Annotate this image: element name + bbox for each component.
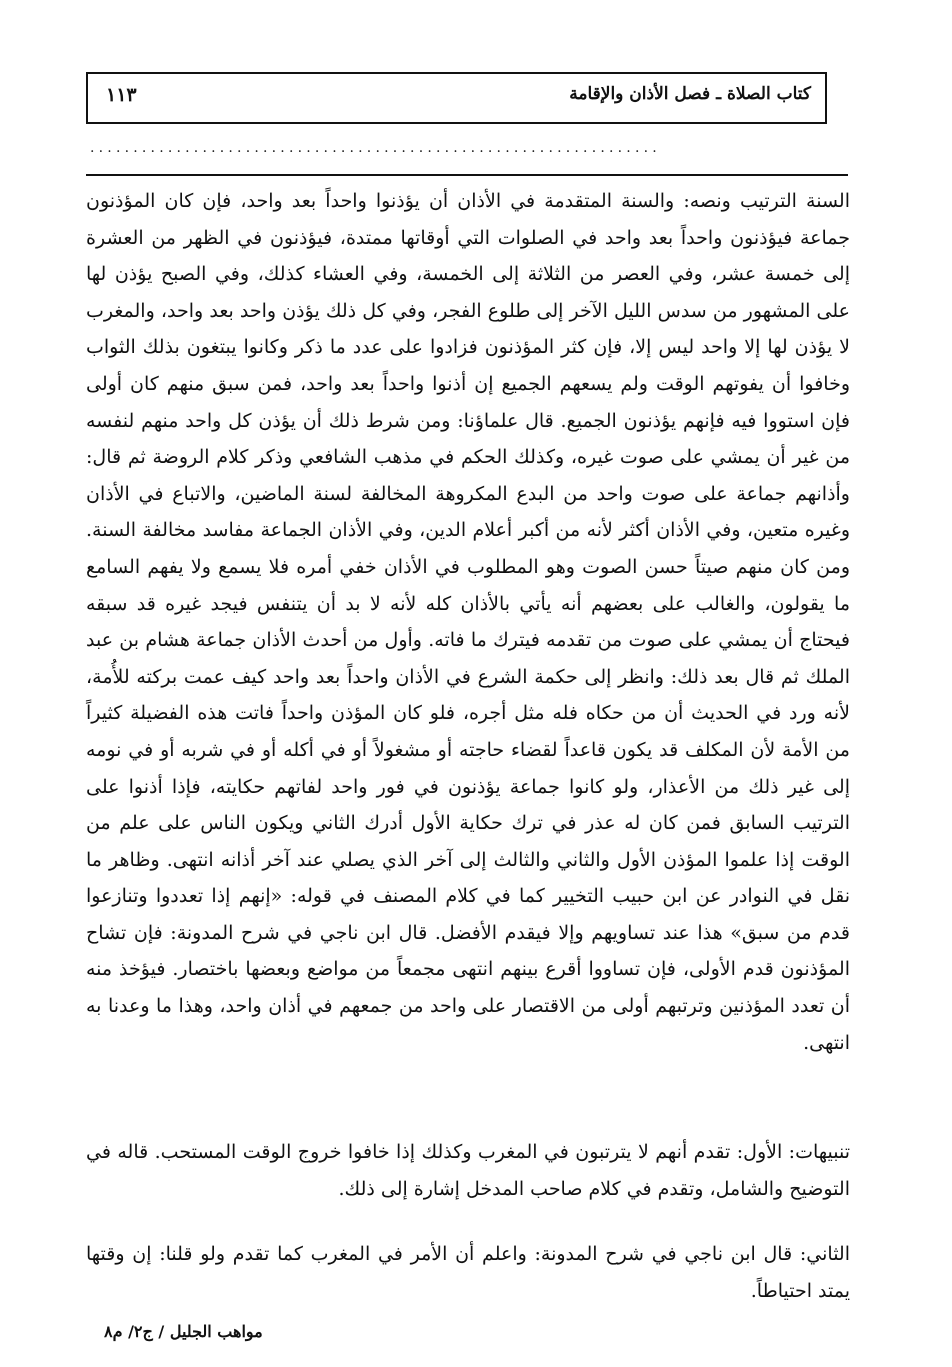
paragraph-text: الثاني: قال ابن ناجي في شرح المدونة: واعلم أن الأمر في المغرب كما تقدم ولو قلنا: إن وقتها يمتد احتياطاً.	[86, 1243, 851, 1302]
running-header	[86, 72, 827, 124]
main-paragraph	[86, 183, 850, 1061]
page-number: ١١٣	[106, 84, 137, 106]
horizontal-rule	[86, 174, 848, 176]
paragraph-text: السنة الترتيب ونصه: والسنة المتقدمة في الأذان أن يؤذنوا واحداً بعد واحد، فإن كان المؤذنون جماعة فيؤذنون واحداً بعد واحد في الصلوات التي أوقاتها ممتدة، فيؤذنون في الظهر من العشرة إلى خمسة عشر، وفي العصر من الثلاثة إلى الخمسة، وفي العشاء كذلك، وفي الصبح يؤذن لها على المشهور من سدس الليل الآخر إلى طلوع الفجر، وفي كل ذلك يؤذن واحد بعد واحد، والمغرب لا يؤذن لها إلا واحد ليس إلا، فإن كثر المؤذنون فزادوا على عدد ما ذكر وكانوا يبتغون بذلك الثواب وخافوا أن يفوتهم الوقت ولم يسعهم الجميع إن أذنوا واحداً بعد واحد، فمن سبق منهم كان أولى فإن استووا فيه فإنهم يؤذنون الجميع. قال علماؤنا: ومن شرط ذلك أن يؤذن كل واحد منهم لنفسه من غير أن يمشي على صوت غيره، وكذلك الحكم في مذهب الشافعي وذكر كلام الروضة ثم قال: وأذانهم جماعة على صوت واحد من البدع المكروهة المخالفة لسنة الماضين، والاتباع في الأذان وغيره متعين، وفي الأذان أكثر لأنه من أكبر أعلام الدين، وفي الأذان الجماعة مفاسد مخالفة السنة. ومن كان منهم صيتاً حسن الصوت وهو المطلوب في الأذان خفي أمره فلا يسمع ولا يفهم السامع ما يقولون، والغالب على بعضهم أنه يأتي بالأذان كله لأنه لا بد أن يتنفس فيجد غيره قد سبقه فيحتاج أن يمشي على صوت من تقدمه فيترك ما فاته. وأول من أحدث الأذان جماعة هشام بن عبد الملك ثم قال بعد ذلك: وانظر إلى حكمة الشرع في الأذان واحداً بعد واحد كيف عمت بركته للأُمة، لأنه ورد في الحديث أن من حكاه فله مثل أجره، فلو كان المؤذن واحداً فاتت هذه الفضيلة كثيراً من الأمة لأن المكلف قد يكون قاعداً لقضاء حاجته أو مشغولاً أو في أكله أو في شربه أو في نومه إلى غير ذلك من الأعذار، ولو كانوا جماعة يؤذنون في فور واحد لفاتهم حكايته، فإذا أذنوا على الترتيب السابق فمن كان له عذر في ترك حكاية الأول أدرك الثاني ويكون الناس على علم من الوقت إذا علموا المؤذن الأول والثاني والثالث إلى آخر الذي يصلي عند آخر أذانه انتهى. وظاهر ما نقل في النوادر عن ابن حبيب التخيير كما في كلام المصنف في قوله: «إنهم إذا تعددوا وتنازعوا قدم من سبق» هذا عند تساويهم وإلا فيقدم الأفضل. قال ابن ناجي في شرح المدونة: فإن تشاح المؤذنون قدم الأولى، فإن تساووا أقرع بينهم انتهى مجمعاً من مواضع وبعضها باختصار. فيؤخذ منه أن تعدد المؤذنين وترتبهم أولى من الاقتصار على واحد من جمعهم في أذان واحد، وهذا ما وعدنا به انتهى.	[86, 190, 850, 1054]
footer-signature: مواهب الجليل / ج٢/ م٨	[104, 1322, 263, 1341]
second-notice-paragraph	[86, 1236, 850, 1309]
dotted-separator: ..................................................................	[90, 140, 661, 156]
notices-paragraph	[86, 1134, 850, 1207]
paragraph-text: تنبيهات: الأول: تقدم أنهم لا يترتبون في المغرب وكذلك إذا خافوا خروج الوقت المستحب. قاله في التوضيح والشامل، وتقدم في كلام صاحب المدخل إشارة إلى ذلك.	[86, 1141, 850, 1200]
chapter-title: كتاب الصلاة ـ فصل الأذان والإقامة	[569, 84, 811, 104]
